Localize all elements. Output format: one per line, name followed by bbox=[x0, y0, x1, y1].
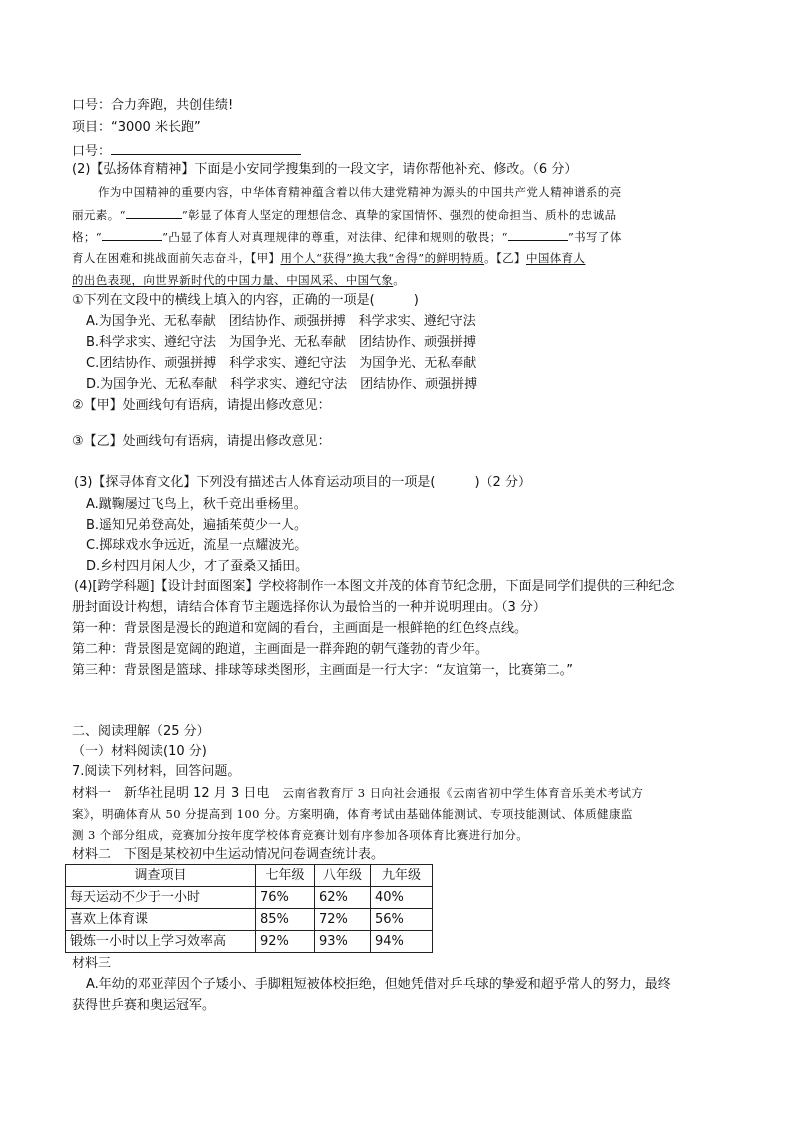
table-cell: 72% bbox=[315, 909, 371, 931]
q2-passage-text: 。 bbox=[393, 273, 406, 287]
material-1-line-2: 案》，明确体育从 50 分提高到 100 分。方案明确，体育考试由基础体能测试、专项技能测试、体质健康监 bbox=[72, 807, 633, 821]
q2-blank-3[interactable] bbox=[508, 227, 568, 241]
project-line: 项目：“3000 米长跑” bbox=[72, 120, 201, 135]
q2-option-d[interactable]: D.为国争光、无私奉献 科学求实、遵纪守法 团结协作、顽强拼搏 bbox=[86, 377, 478, 392]
q2-passage-text: ”彰显了体育人坚定的理想信念、真挚的家国情怀、强烈的使命担当、质朴的忠诚品 bbox=[181, 208, 617, 222]
q2-passage-line-2 bbox=[72, 205, 617, 224]
table-header-cell: 八年级 bbox=[315, 865, 371, 887]
table-header-row bbox=[66, 865, 433, 887]
q2-passage-text: ”书写了体 bbox=[567, 230, 622, 244]
material-1-label: 材料一 新华社昆明 12 月 3 日电 bbox=[72, 786, 283, 801]
q3-heading: (3)【探寻体育文化】下列没有描述古人体育运动项目的一项是( )（2 分） bbox=[74, 475, 531, 490]
material-1-line-3: 测 3 个部分组成，竞赛加分按年度学校体育竞赛计划有序参加各项体育比赛进行加分。 bbox=[72, 828, 529, 842]
yi-underlined-sentence-end: 的出色表现，向世界新时代的中国力量、中国风采、中国气象 bbox=[72, 273, 394, 287]
q7-prompt: 7.阅读下列材料，回答问题。 bbox=[72, 764, 241, 779]
table-cell: 93% bbox=[315, 931, 371, 953]
table-cell: 76% bbox=[256, 887, 315, 909]
table-cell: 56% bbox=[371, 909, 433, 931]
q3-option-a[interactable]: A.蹴鞠屡过飞鸟上，秋千竞出垂杨里。 bbox=[86, 497, 307, 512]
q2-passage-line-1: 作为中国精神的重要内容，中华体育精神蕴含着以伟大建党精神为源头的中国共产党人精神谱系的亮 bbox=[98, 185, 622, 199]
yi-underlined-sentence-start: 中国体育人 bbox=[525, 251, 586, 265]
table-header-cell: 七年级 bbox=[256, 865, 315, 887]
q2-heading: (2)【弘扬体育精神】下面是小安同学搜集到的一段文字，请你帮他补充、修改。（6 分） bbox=[72, 162, 578, 177]
q2-option-b[interactable]: B.科学求实、遵纪守法 为国争光、无私奉献 团结协作、顽强拼搏 bbox=[86, 335, 477, 350]
table-cell: 92% bbox=[256, 931, 315, 953]
q4-design-2: 第二种：背景图是宽阔的跑道，主画面是一群奔跑的朝气蓬勃的青少年。 bbox=[72, 642, 489, 657]
table-cell: 锻炼一小时以上学习效率高 bbox=[66, 931, 256, 953]
section-2-subtitle: （一）材料阅读(10 分) bbox=[72, 744, 207, 759]
table-row bbox=[66, 931, 433, 953]
q2-blank-1[interactable] bbox=[126, 205, 182, 219]
table-header-cell: 九年级 bbox=[371, 865, 433, 887]
material-1-text: 云南省教育厅 3 日向社会通报《云南省初中学生体育音乐美术考试方 bbox=[282, 786, 644, 800]
survey-table bbox=[65, 864, 433, 953]
q2-sub3: ③【乙】处画线句有语病，请提出修改意见： bbox=[72, 434, 331, 449]
material-1-line-1 bbox=[72, 784, 643, 803]
q3-option-c[interactable]: C.掷球戏水争远近，流星一点耀波光。 bbox=[86, 538, 308, 553]
q2-blank-2[interactable] bbox=[102, 227, 162, 241]
q2-passage-line-3 bbox=[72, 227, 622, 246]
q2-passage-text: 。【乙】 bbox=[484, 251, 526, 265]
material-2-intro: 材料二 下图是某校初中生运动情况问卷调查统计表。 bbox=[72, 847, 385, 862]
slogan-blank[interactable] bbox=[111, 141, 301, 155]
table-cell: 喜欢上体育课 bbox=[66, 909, 256, 931]
material-3-a-line-2: 获得世乒赛和奥运冠军。 bbox=[72, 998, 216, 1013]
material-3-a-line-1: A.年幼的邓亚萍因个子矮小、手脚粗短被体校拒绝，但她凭借对乒乓球的挚爱和超乎常人的努力，最终 bbox=[86, 977, 671, 992]
section-2-title: 二、阅读理解（25 分） bbox=[72, 724, 210, 739]
table-cell: 40% bbox=[371, 887, 433, 909]
table-header-cell: 调查项目 bbox=[66, 865, 256, 887]
table-cell: 每天运动不少于一小时 bbox=[66, 887, 256, 909]
slogan-answer-line bbox=[72, 141, 301, 161]
q2-sub1: ①下列在文段中的横线上填入的内容，正确的一项是( ) bbox=[72, 293, 419, 308]
q4-design-1: 第一种：背景图是漫长的跑道和宽阔的看台，主画面是一根鲜艳的红色终点线。 bbox=[72, 621, 528, 636]
q2-passage-line-4 bbox=[72, 249, 585, 267]
q2-passage-text: ”凸显了体育人对真理规律的尊重，对法律、纪律和规则的敬畏；“ bbox=[162, 230, 508, 244]
slogan-prompt: 口号： bbox=[72, 144, 112, 159]
q4-line-1: (4)[跨学科题]【设计封面图案】学校将制作一本图文并茂的体育节纪念册，下面是同学们提供的三种纪念 bbox=[74, 579, 675, 594]
table-cell: 94% bbox=[371, 931, 433, 953]
q3-option-b[interactable]: B.遥知兄弟登高处，遍插茱萸少一人。 bbox=[86, 518, 308, 533]
q2-passage-text: 格；“ bbox=[72, 230, 103, 244]
q2-passage-text: 育人在困难和挑战面前矢志奋斗，【甲】 bbox=[72, 251, 281, 265]
q4-design-3: 第三种：背景图是篮球、排球等球类图形，主画面是一行大字：“友谊第一，比赛第二。” bbox=[72, 663, 573, 678]
q2-sub2: ②【甲】处画线句有语病，请提出修改意见： bbox=[72, 398, 331, 413]
q2-option-a[interactable]: A.为国争光、无私奉献 团结协作、顽强拼搏 科学求实、遵纪守法 bbox=[86, 314, 476, 329]
slogan-line: 口号：合力奔跑，共创佳绩! bbox=[72, 98, 234, 113]
q3-option-d[interactable]: D.乡村四月闲人少，才了蚕桑又插田。 bbox=[86, 559, 309, 574]
table-cell: 62% bbox=[315, 887, 371, 909]
q2-option-c[interactable]: C.团结协作、顽强拼搏 科学求实、遵纪守法 为国争光、无私奉献 bbox=[86, 356, 477, 371]
table-cell: 85% bbox=[256, 909, 315, 931]
table-row bbox=[66, 887, 433, 909]
table-row bbox=[66, 909, 433, 931]
jia-underlined-sentence: 用个人“获得”换大我“舍得”的鲜明特质 bbox=[280, 251, 485, 265]
material-3-label: 材料三 bbox=[72, 956, 112, 971]
q4-line-2: 册封面设计构想，请结合体育节主题选择你认为最恰当的一种并说明理由。（3 分） bbox=[72, 600, 546, 615]
q2-passage-line-5 bbox=[72, 271, 405, 289]
q2-passage-text: 丽元素。“ bbox=[72, 208, 126, 222]
